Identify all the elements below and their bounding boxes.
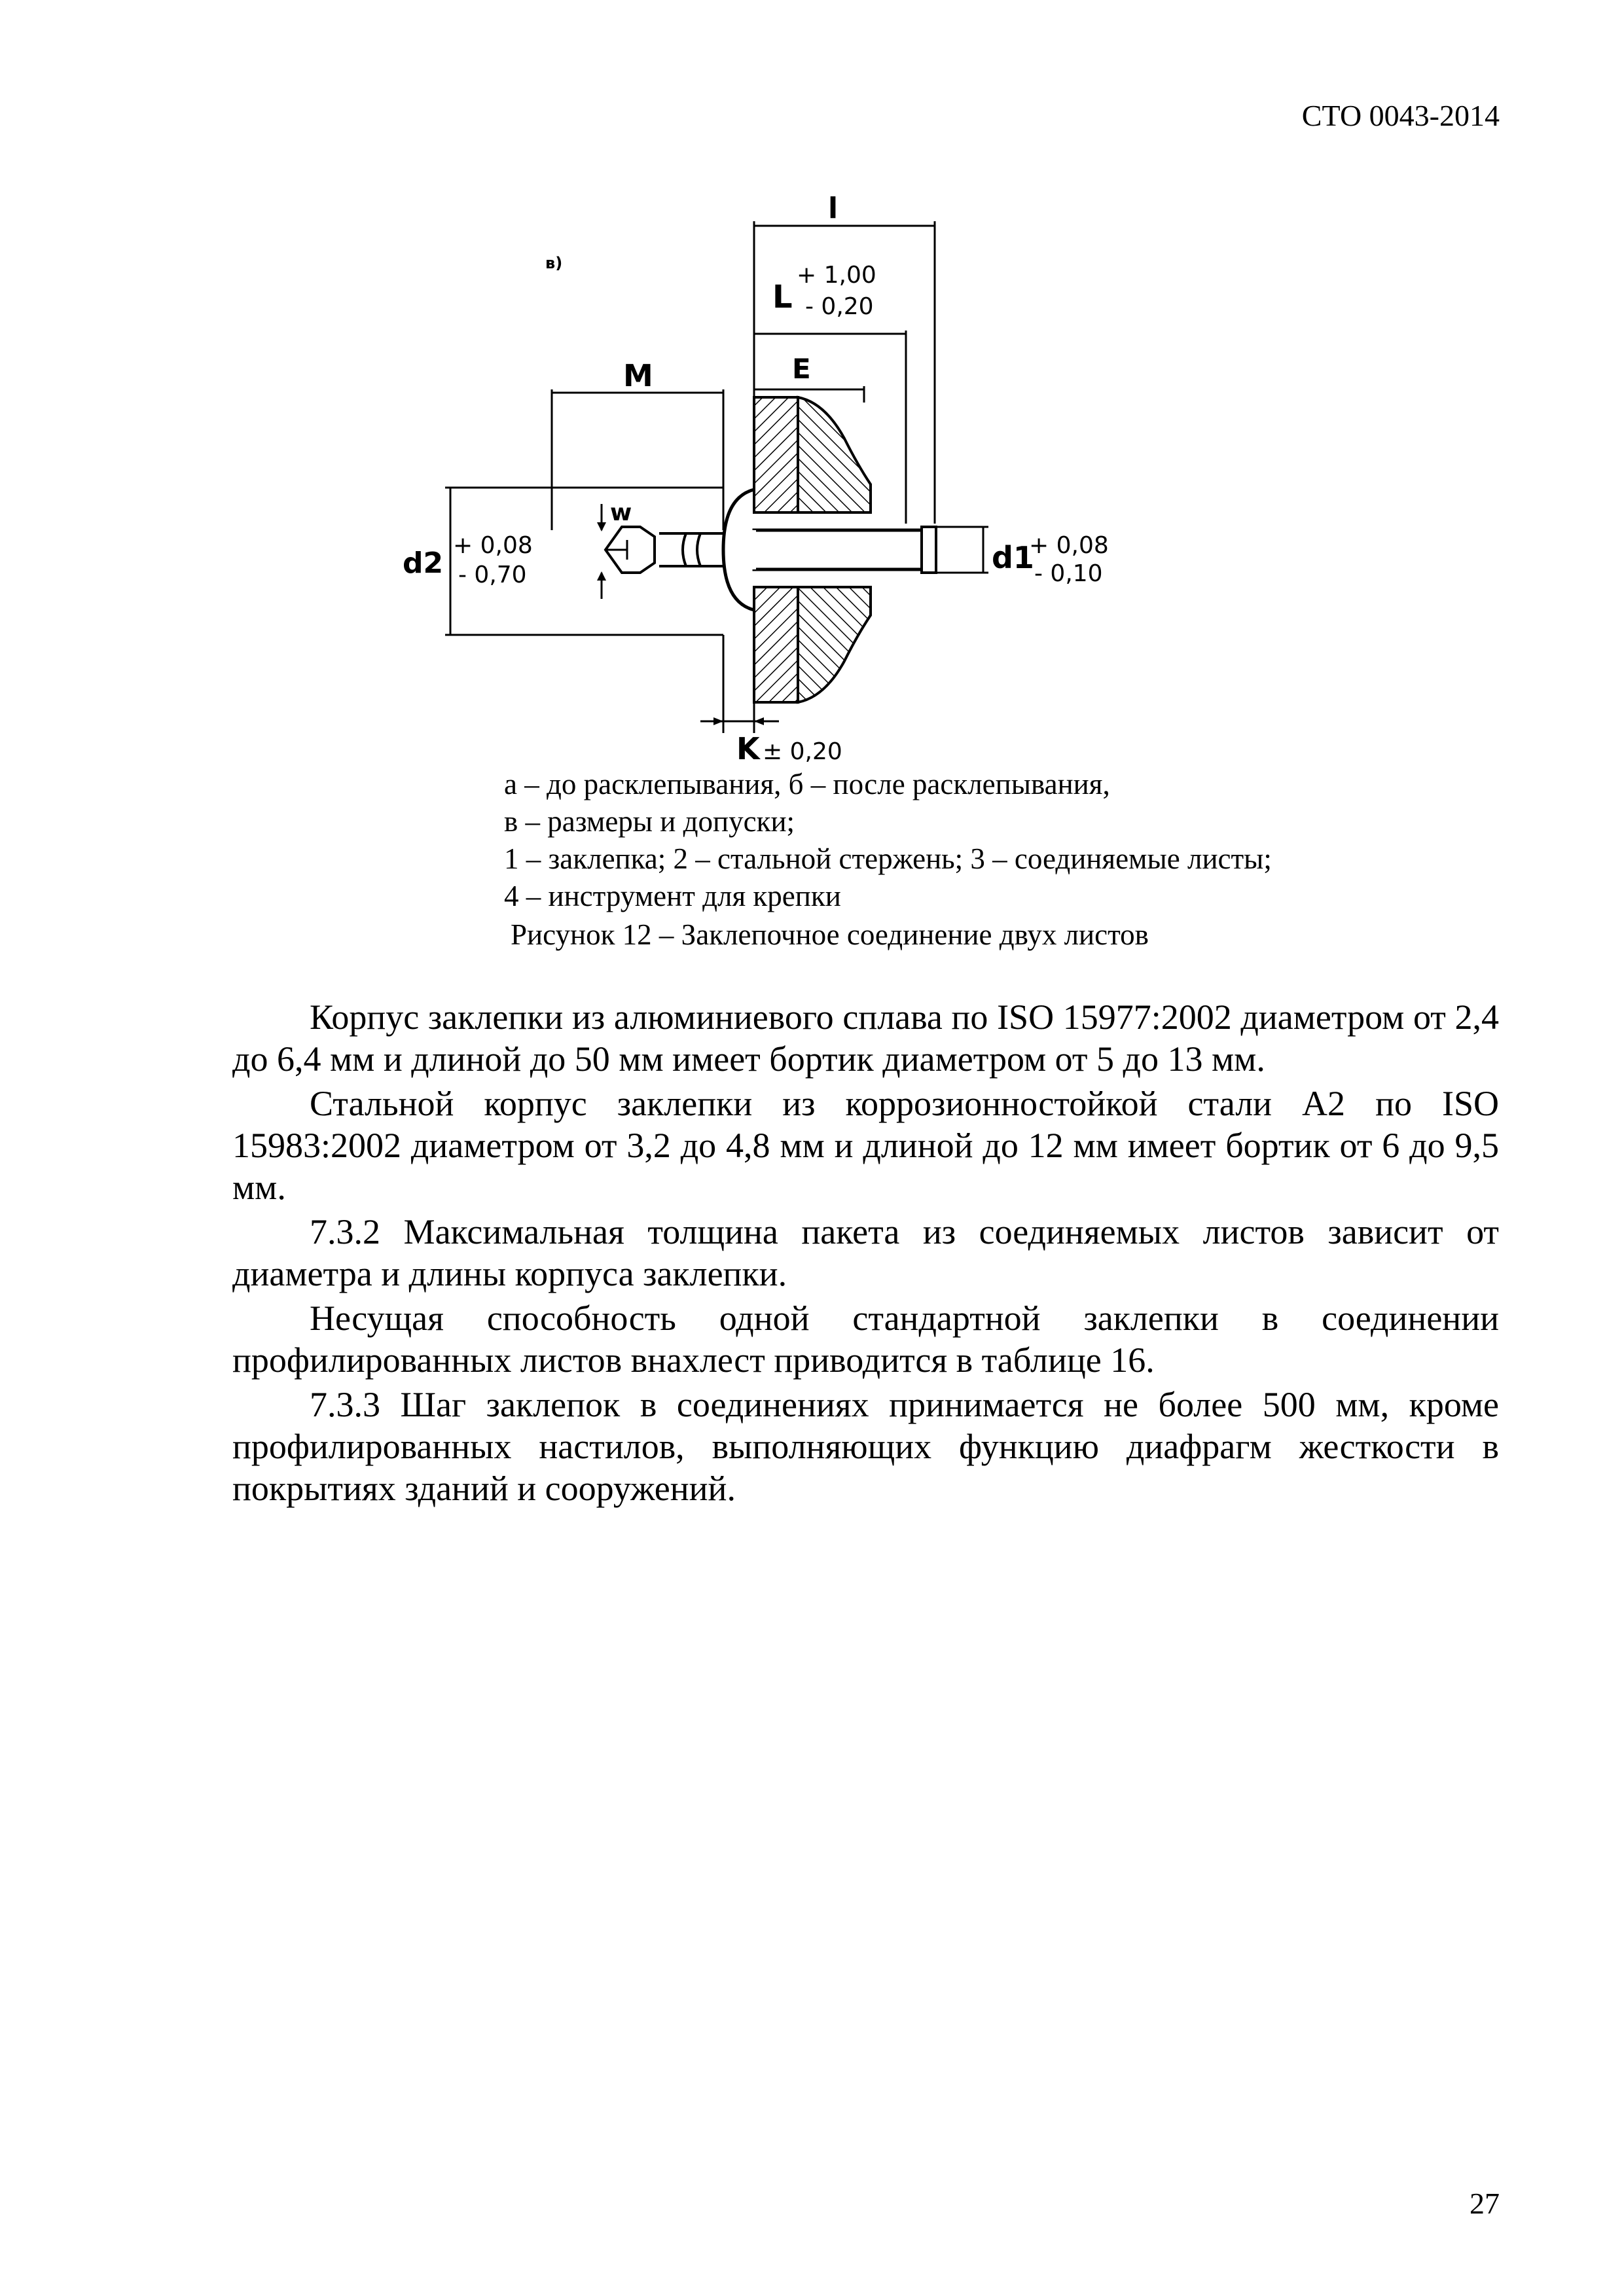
legend-line: в – размеры и допуски; — [504, 805, 795, 838]
sheet-1-lower — [754, 587, 798, 702]
mandrel-stem — [659, 533, 700, 566]
dim-d2-label: d2 — [403, 547, 444, 580]
rivet-head — [723, 490, 754, 610]
dim-d2-tol-plus: + 0,08 — [453, 532, 533, 559]
figure-title: Рисунок 12 – Заклепочное соединение двух листов — [511, 918, 1149, 951]
figure-legend — [504, 766, 1486, 915]
dim-d1-tol-plus: + 0,08 — [1029, 532, 1109, 559]
paragraph: Несущая способность одной стандартной заклепки в соединении профилированных листов внахлест приводится в таблице 16. — [232, 1299, 1499, 1380]
dim-K-tol: ± 0,20 — [763, 738, 842, 765]
sheet-1-upper — [754, 397, 798, 512]
paragraph: 7.3.2 Максимальная толщина пакета из соединяемых листов зависит от диаметра и длины корпуса заклепки. — [232, 1212, 1499, 1293]
panel-label: в) — [545, 254, 563, 272]
dim-d2-tol-minus: - 0,70 — [458, 562, 527, 588]
dim-K-label: K — [736, 731, 760, 766]
mandrel-end — [922, 527, 936, 573]
rivet-drawing-svg — [393, 196, 1178, 772]
paragraph: 7.3.3 Шаг заклепок в соединениях принимается не более 500 мм, кроме профилированных настилов, выполняющих функцию диафрагм жесткости в покрытиях зданий и сооружений. — [232, 1385, 1499, 1508]
sheet-2-lower — [798, 587, 871, 702]
document-code: СТО 0043-2014 — [1301, 99, 1500, 132]
dim-w-label: w — [610, 499, 632, 526]
dim-E-label: E — [792, 353, 811, 385]
dim-L-tol-minus: - 0,20 — [805, 293, 874, 320]
legend-line: 1 – заклепка; 2 – стальной стержень; 3 – соединяемые листы; — [504, 842, 1272, 875]
dim-d1-label: d1 — [992, 540, 1034, 575]
dim-d1-tol-minus: - 0,10 — [1034, 560, 1103, 587]
dim-L-tol-plus: + 1,00 — [797, 262, 876, 289]
rivet-dimension-drawing — [393, 196, 1178, 772]
dim-l-label: l — [828, 196, 839, 225]
rivet-shank — [754, 530, 934, 569]
page-number: 27 — [1470, 2187, 1500, 2220]
paragraph: Корпус заклепки из алюминиевого сплава по ISO 15977:2002 диаметром от 2,4 до 6,4 мм и длиной до 50 мм имеет бортик диаметром от 5 до 13 мм. — [232, 997, 1499, 1079]
dim-L-label: L — [772, 279, 793, 315]
legend-line: а – до расклепывания, б – после расклепывания, — [504, 768, 1110, 800]
dim-M-label: M — [623, 358, 653, 393]
legend-line: 4 – инструмент для крепки — [504, 880, 841, 912]
body-text — [232, 996, 1499, 1512]
sheet-2-upper — [798, 397, 871, 512]
paragraph: Стальной корпус заклепки из коррозионностойкой стали A2 по ISO 15983:2002 диаметром от 3,2 до 4,8 мм и длиной до 12 мм имеет бортик от 6 до 9,5 мм. — [232, 1084, 1499, 1207]
